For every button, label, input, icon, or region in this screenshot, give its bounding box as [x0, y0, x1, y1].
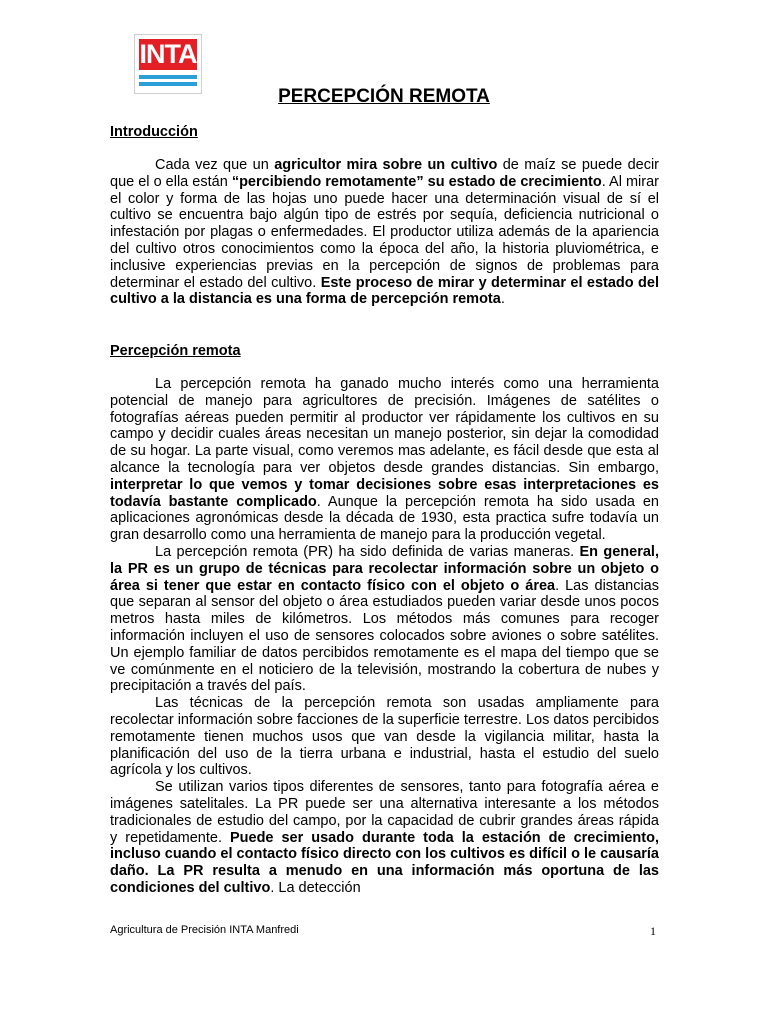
text-run: . — [500, 291, 505, 308]
bold-text: En general, la PR es un grupo de técnicas para recolectar información sobre un objeto o área si tener que estar en contacto físico con el objeto o área — [110, 543, 659, 594]
section-heading-introduccion: Introducción — [110, 124, 198, 140]
paragraph — [110, 376, 659, 544]
paragraph — [110, 544, 659, 695]
text-run: La percepción remota (PR) ha sido definida de varias maneras. — [155, 543, 580, 560]
text-run: Cada vez que un — [155, 157, 275, 173]
text-run: . Las distancias que separan al sensor del objeto o área estudiados pueden variar desde unos pocos metros hasta miles de kilómetros. Los métodos más comunes para recoger información incluyen el uso de sensores colocados sobre aviones o sobre satélites. Un ejemplo familiar de datos percibidos remotamente es el mapa del tiempo que se ve comúnmente en el noticiero de la televisión, mostrando la cobertura de nubes y precipitación a través del país. — [110, 577, 659, 695]
bold-text: “percibiendo remotamente” su estado de crecimiento — [231, 173, 602, 190]
section-body-introduccion — [110, 157, 659, 308]
paragraph — [110, 695, 659, 779]
text-run: . Al mirar el color y forma de las hojas uno puede hacer una determinación visual de sí el cultivo se encuentra bajo algún tipo de estrés por sequía, deficiencia nutricional o infestación por plagas o enfermedades. El productor utiliza además de la apariencia del cultivo otros conocimientos como la época del año, la historia pluviométrica, e inclusive experiencias previas en la percepción de signos de problemas para determinar el estado del cultivo. — [110, 173, 659, 291]
text-run: . La detección — [270, 879, 361, 896]
page-number: 1 — [650, 924, 656, 938]
section-body-percepcion-remota — [110, 376, 659, 897]
footer-text: Agricultura de Precisión INTA Manfredi — [110, 924, 299, 936]
inta-logo — [134, 34, 202, 94]
logo-stripe — [139, 75, 197, 79]
bold-text: interpretar lo que vemos y tomar decisiones sobre esas interpretaciones es todavía bastante complicado — [110, 476, 659, 510]
section-heading-percepcion-remota: Percepción remota — [110, 343, 241, 359]
bold-text: agricultor mira sobre un cultivo — [274, 157, 498, 173]
bold-text: Puede ser usado durante toda la estación de crecimiento, incluso cuando el contacto físico directo con los cultivos es difícil o le causaría daño. La PR resulta a menudo en una información más oportuna de las condiciones del cultivo — [110, 829, 659, 896]
text-run: Las técnicas de la percepción remota son usadas ampliamente para recolectar información sobre facciones de la superficie terrestre. Los datos percibidos remotamente tienen muchos usos que van desde la vigilancia militar, hasta la planificación del uso de la tierra urbana e industrial, hasta el estudio del suelo agrícola y los cultivos. — [110, 695, 659, 779]
text-run: de maíz se puede decir que el o ella están — [110, 157, 659, 190]
text-run: Se utilizan varios tipos diferentes de sensores, tanto para fotografía aérea e imágenes satelitales. La PR puede ser una alternativa interesante a los métodos tradicionales de estudio del campo, por la capacidad de cubrir grandes áreas rápida y repetidamente. — [110, 779, 659, 846]
paragraph — [110, 779, 659, 897]
text-run: . Aunque la percepción remota ha sido usada en aplicaciones agronómicas desde la década de 1930, esta practica sufre todavía un gran desarrollo como una herramienta de manejo para la producción vegetal. — [110, 493, 659, 544]
paragraph — [110, 157, 659, 308]
logo-wordmark: INTA — [139, 39, 197, 69]
text-run: La percepción remota ha ganado mucho interés como una herramienta potencial de manejo para agricultores de precisión. Imágenes de satélites o fotografías aéreas pueden permitir al productor ver rápidamente los cultivos en su campo y decidir cuales áreas necesitan un manejo posterior, sin dejar la comodidad de su hogar. La parte visual, como veremos mas adelante, es fácil desde que esta al alcance la tecnología para ver objetos desde grandes distancias. Sin embargo, — [110, 376, 659, 476]
page-title: PERCEPCIÓN REMOTA — [278, 86, 490, 107]
bold-text: Este proceso de mirar y determinar el estado del cultivo a la distancia es una forma de percepción remota — [110, 274, 660, 308]
